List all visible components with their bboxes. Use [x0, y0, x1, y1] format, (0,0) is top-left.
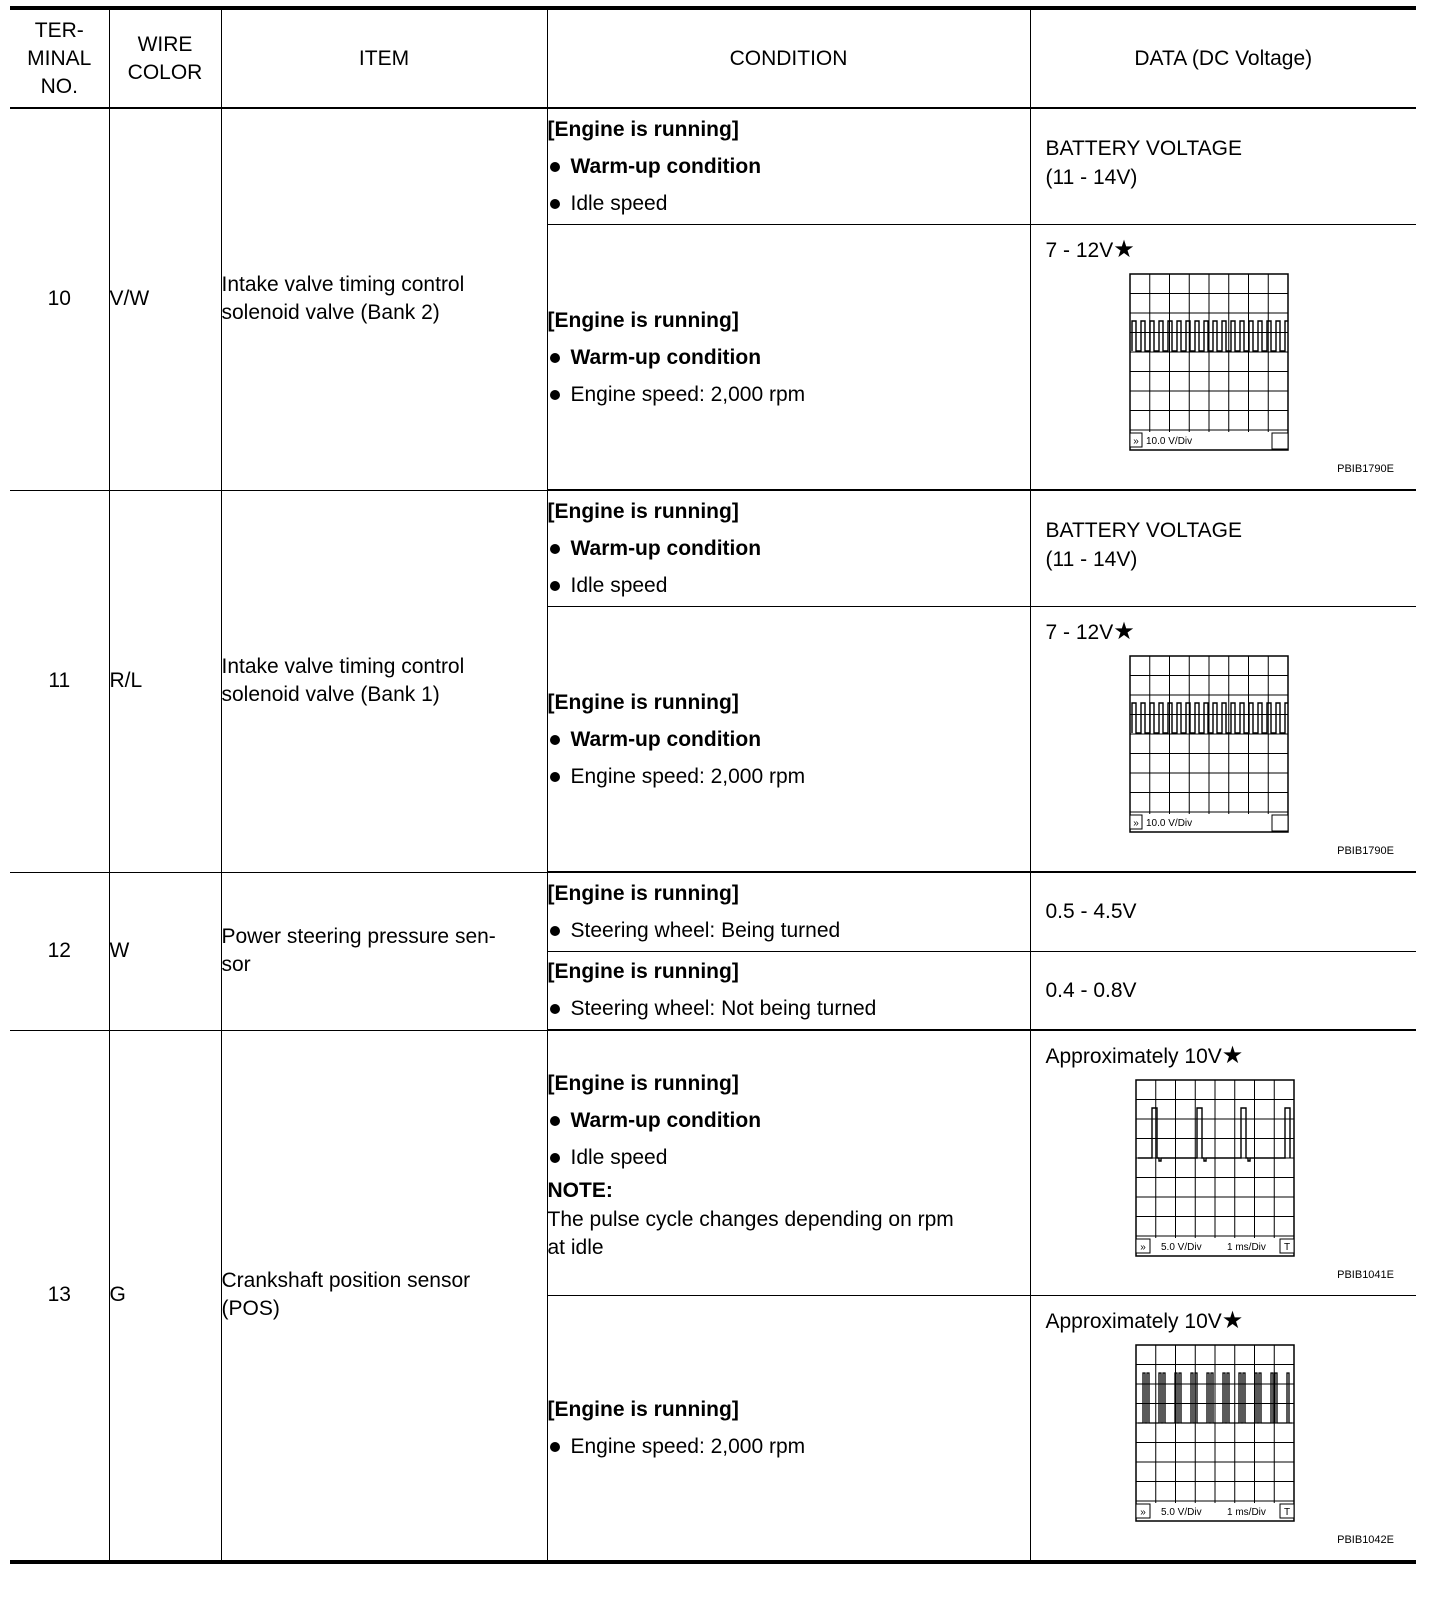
data-cell	[1030, 872, 1416, 951]
star-icon: ★	[1113, 236, 1135, 263]
condition-bullet: Steering wheel: Being turned	[548, 912, 1030, 949]
condition-cell	[547, 607, 1030, 873]
condition-heading: [Engine is running]	[547, 1398, 739, 1421]
data-value: 0.5 - 4.5V	[1045, 900, 1137, 924]
condition-bullet: Warm-up condition	[548, 339, 1030, 376]
condition-cell	[547, 872, 1030, 951]
header-condition: CONDITION	[547, 8, 1030, 108]
data-value: 0.4 - 0.8V	[1045, 978, 1137, 1002]
figure-code: PBIB1042E	[1337, 1534, 1394, 1546]
item-name: Crankshaft position sensor (POS)	[221, 1030, 547, 1562]
table-row	[10, 1030, 1416, 1296]
condition-heading: [Engine is running]	[547, 881, 739, 905]
condition-cell	[547, 225, 1030, 491]
star-icon: ★	[1221, 1042, 1244, 1069]
data-value: Approximately 10V★	[1045, 1307, 1244, 1334]
table-row	[10, 490, 1416, 607]
condition-heading: [Engine is running]	[547, 1071, 739, 1095]
scope-scale-label: 10.0 V/Div	[1145, 436, 1192, 447]
data-cell	[1030, 607, 1416, 873]
condition-bullet: Idle speed	[548, 185, 1030, 222]
header-data: DATA (DC Voltage)	[1030, 8, 1416, 108]
condition-cell	[547, 1030, 1030, 1296]
condition-bullet: Engine speed: 2,000 rpm	[548, 758, 1030, 795]
data-value: 7 - 12V★	[1045, 236, 1135, 263]
data-cell	[1030, 490, 1416, 607]
condition-bullet: Engine speed: 2,000 rpm	[548, 376, 1030, 413]
condition-bullet: Engine speed: 2,000 rpm	[548, 1428, 1030, 1465]
wire-color: R/L	[109, 490, 221, 872]
figure-code: PBIB1790E	[1337, 845, 1394, 857]
condition-bullet: Warm-up condition	[548, 1102, 1030, 1139]
data-cell	[1030, 1296, 1416, 1563]
svg-text:»: »	[1139, 1242, 1146, 1253]
scope-time-label: 1 ms/Div	[1226, 1242, 1266, 1253]
condition-heading: [Engine is running]	[547, 690, 739, 714]
note-label: NOTE:	[547, 1178, 613, 1202]
terminal-number: 13	[10, 1030, 109, 1562]
wire-color: V/W	[109, 108, 221, 490]
oscilloscope-waveform	[1135, 1079, 1297, 1257]
data-value: 7 - 12V★	[1045, 618, 1135, 645]
terminal-number: 11	[10, 490, 109, 872]
oscilloscope-waveform	[1129, 655, 1291, 833]
data-value: Approximately 10V★	[1045, 1042, 1244, 1069]
note-text: The pulse cycle changes depending on rpm	[547, 1207, 954, 1231]
wire-color: W	[109, 872, 221, 1030]
header-terminal: TER- MINAL NO.	[10, 8, 109, 108]
condition-cell	[547, 951, 1030, 1030]
data-range: (11 - 14V)	[1045, 166, 1138, 189]
condition-heading: [Engine is running]	[547, 960, 739, 984]
condition-bullet: Idle speed	[548, 1139, 1030, 1176]
item-name: Intake valve timing control solenoid valve (Bank 2)	[221, 108, 547, 490]
data-range: (11 - 14V)	[1045, 548, 1138, 571]
condition-bullet: Warm-up condition	[548, 148, 1030, 185]
svg-text:T: T	[1283, 1507, 1290, 1518]
note-text: at idle	[547, 1235, 604, 1259]
header-wire-color: WIRE COLOR	[109, 8, 221, 108]
condition-cell	[547, 490, 1030, 607]
condition-bullet: Steering wheel: Not being turned	[548, 990, 1030, 1027]
condition-cell	[547, 108, 1030, 225]
condition-heading: [Engine is running]	[547, 500, 739, 523]
condition-heading: [Engine is running]	[547, 118, 739, 141]
data-cell	[1030, 225, 1416, 491]
terminal-number: 12	[10, 872, 109, 1030]
condition-cell	[547, 1296, 1030, 1563]
scope-volt-label: 5.0 V/Div	[1160, 1507, 1202, 1518]
data-cell	[1030, 108, 1416, 225]
figure-code: PBIB1041E	[1337, 1269, 1394, 1281]
scope-scale-label: 10.0 V/Div	[1145, 818, 1192, 829]
star-icon: ★	[1221, 1307, 1244, 1334]
figure-code: PBIB1790E	[1337, 463, 1394, 475]
condition-bullet: Warm-up condition	[548, 530, 1030, 567]
svg-text:»: »	[1132, 436, 1139, 447]
terminal-data-table	[10, 6, 1416, 1564]
oscilloscope-waveform	[1135, 1344, 1297, 1522]
data-cell	[1030, 951, 1416, 1030]
condition-heading: [Engine is running]	[547, 308, 739, 332]
oscilloscope-waveform	[1129, 273, 1291, 451]
terminal-number: 10	[10, 108, 109, 490]
item-name: Intake valve timing control solenoid valve (Bank 1)	[221, 490, 547, 872]
scope-volt-label: 5.0 V/Div	[1160, 1242, 1202, 1253]
table-row	[10, 872, 1416, 951]
data-value: BATTERY VOLTAGE	[1045, 519, 1242, 542]
svg-text:»: »	[1132, 818, 1139, 829]
header-row	[10, 8, 1416, 108]
data-value: BATTERY VOLTAGE	[1045, 137, 1242, 160]
header-item: ITEM	[221, 8, 547, 108]
wire-color: G	[109, 1030, 221, 1562]
svg-text:»: »	[1139, 1507, 1146, 1518]
condition-bullet: Idle speed	[548, 567, 1030, 604]
svg-text:T: T	[1283, 1242, 1290, 1253]
scope-time-label: 1 ms/Div	[1226, 1507, 1266, 1518]
data-cell	[1030, 1030, 1416, 1296]
star-icon: ★	[1113, 618, 1135, 645]
item-name: Power steering pressure sen- sor	[221, 872, 547, 1030]
condition-bullet: Warm-up condition	[548, 721, 1030, 758]
table-row	[10, 108, 1416, 225]
